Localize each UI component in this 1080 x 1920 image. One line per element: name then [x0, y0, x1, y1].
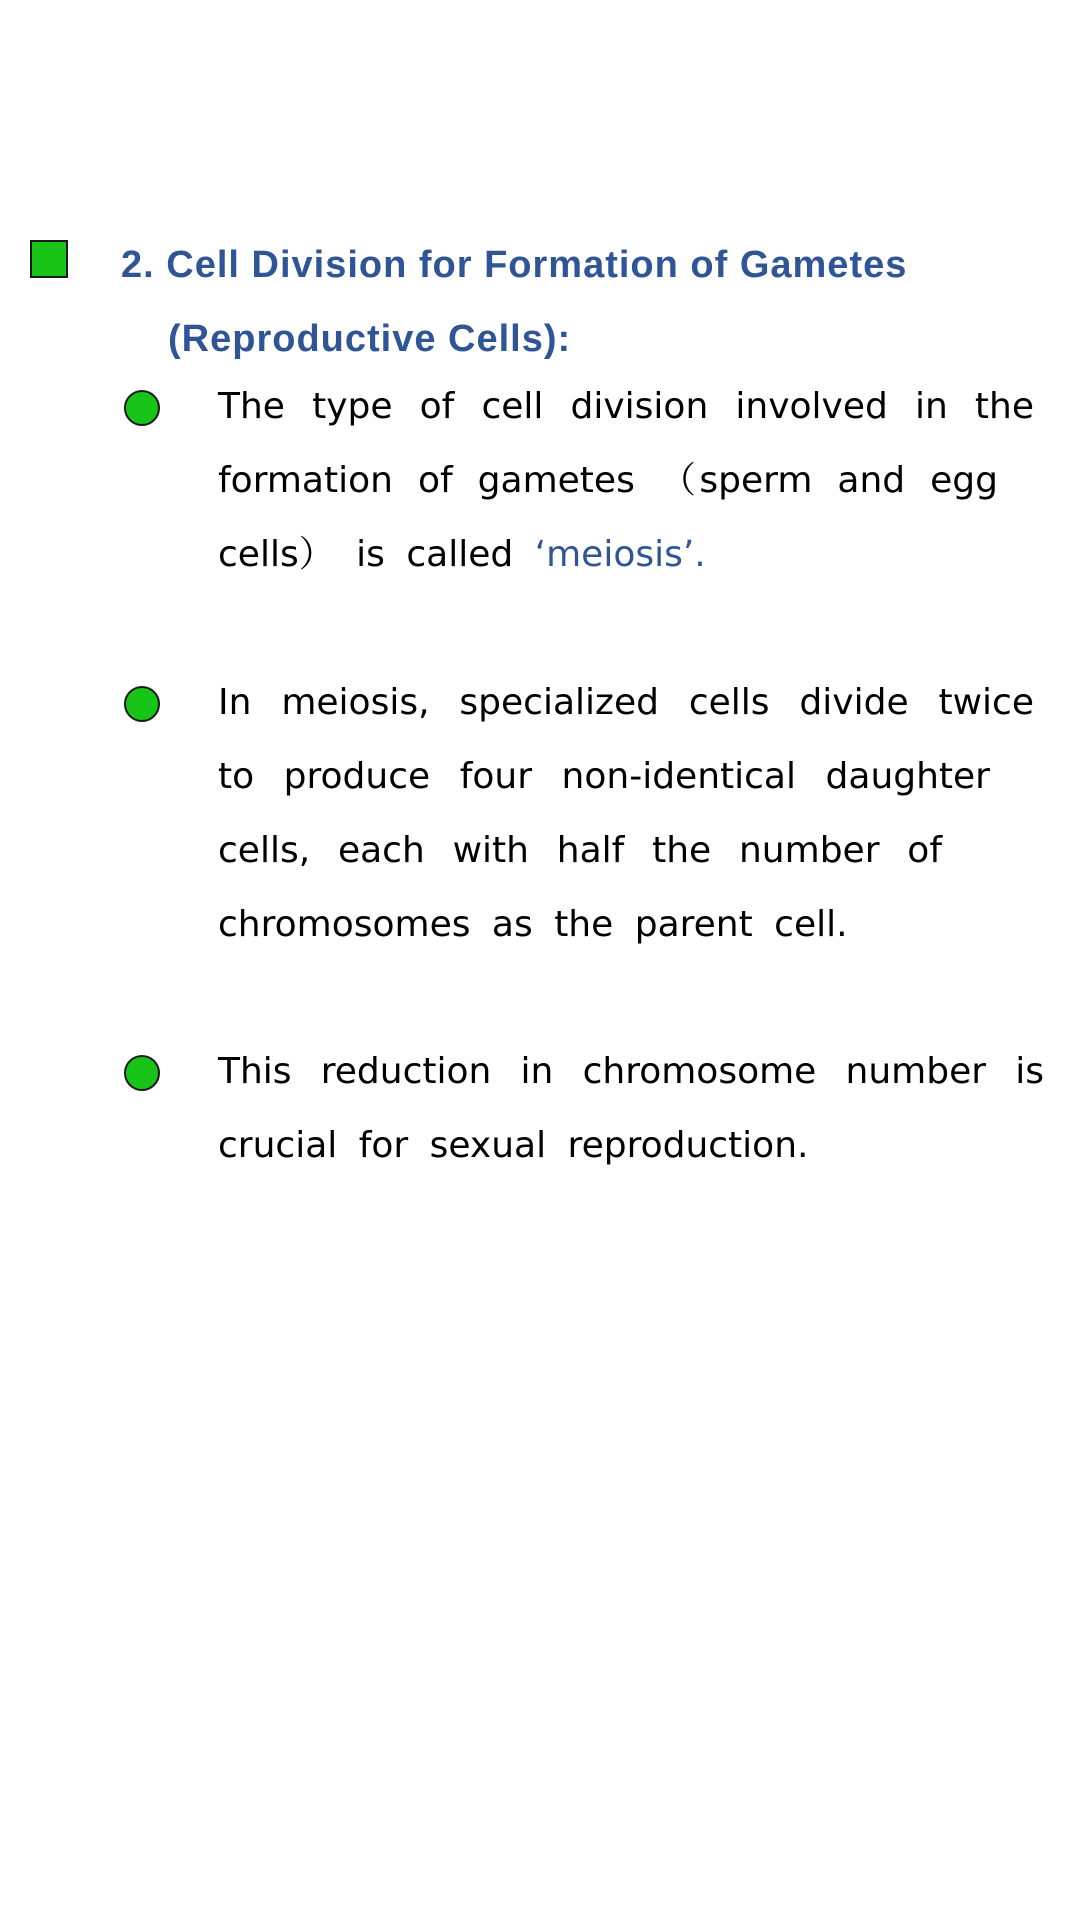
- section-heading: [121, 228, 1021, 376]
- paragraph-line: In meiosis, specialized cells divide twice: [218, 682, 1034, 723]
- bullet-paragraph-3: [218, 1035, 1044, 1183]
- section-heading-line-1: 2. Cell Division for Formation of Gametes: [121, 244, 908, 286]
- paragraph-line: formation of gametes （sperm and egg: [218, 460, 998, 501]
- heading-square-bullet-icon: [30, 240, 68, 278]
- circle-bullet-icon: [124, 1055, 160, 1091]
- paragraph-line: The type of cell division involved in the: [218, 386, 1034, 427]
- bullet-paragraph-2: [218, 666, 1034, 962]
- circle-bullet-icon: [124, 390, 160, 426]
- paragraph-line: This reduction in chromosome number is: [218, 1051, 1044, 1092]
- paragraph-line: cells, each with half the number of: [218, 830, 942, 871]
- circle-bullet-icon: [124, 686, 160, 722]
- paragraph-line: chromosomes as the parent cell.: [218, 904, 848, 945]
- section-heading-line-2: (Reproductive Cells):: [168, 318, 572, 360]
- highlighted-term: ‘meiosis’.: [534, 534, 706, 575]
- paragraph-line: [218, 518, 1034, 592]
- paragraph-line: to produce four non-identical daughter: [218, 756, 990, 797]
- paragraph-line: crucial for sexual reproduction.: [218, 1125, 809, 1166]
- paragraph-line-text: cells） is called: [218, 534, 514, 575]
- bullet-paragraph-1: [218, 370, 1034, 592]
